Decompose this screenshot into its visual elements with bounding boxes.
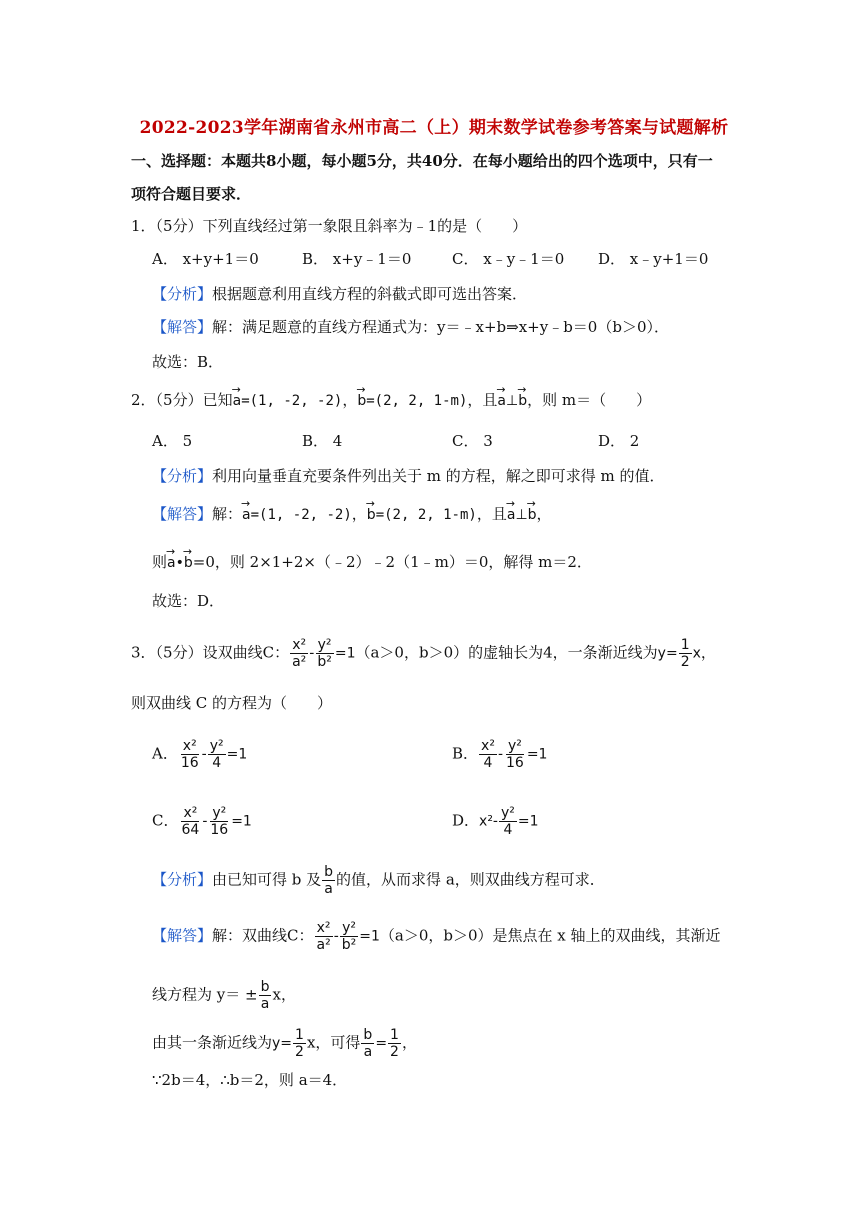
q2-choice: 故选：D．	[152, 592, 225, 610]
q2-analysis: 【分析】利用向量垂直充要条件列出关于 m 的方程，解之即可求得 m 的值．	[152, 467, 665, 485]
section-heading-line2: 项符合题目要求．	[131, 185, 252, 203]
q3-option-c: C． $\frac{\text{x²}}{64}$ - $\frac{\text{y²}}{16}$ =1	[152, 805, 252, 838]
analysis-tag: 【分析】	[152, 285, 213, 303]
q2-option-a: A． 5	[152, 432, 193, 450]
q2-option-b: B． 4	[302, 432, 343, 450]
q1-option-b: B． x+y﹣1＝0	[302, 250, 412, 268]
q3-solution: 【解答】解：双曲线C： $\frac{\text{x²}}{\text{a²}}$ - $\frac{\text{y²}}{\text{b²}}$ =1（a＞0，b＞0）是焦点在 x 轴上的双曲线，其渐近	[152, 920, 721, 953]
q1-option-c: C． x﹣y﹣1＝0	[452, 250, 565, 268]
q1-choice: 故选：B．	[152, 353, 224, 371]
solution-tag: 【解答】	[152, 318, 213, 336]
q3-stem-line2: 则双曲线 C 的方程为（ ）	[131, 694, 333, 712]
q3-option-b: B． $\frac{\text{x²}}{4}$ - $\frac{\text{y²}}{16}$ =1	[452, 738, 548, 771]
vector-b: → b	[357, 390, 366, 412]
q3-option-a: A． $\frac{\text{x²}}{16}$ - $\frac{\text{y²}}{4}$ =1	[152, 738, 248, 771]
q2-option-d: D． 2	[598, 432, 640, 450]
q1-option-d: D． x﹣y+1＝0	[598, 250, 709, 268]
q3-solution-line2: 线方程为 y＝ ± $\frac{b}{a}$ x，	[152, 979, 296, 1012]
q1-stem: 1．（5分）下列直线经过第一象限且斜率为﹣1的是（ ）	[131, 217, 528, 235]
section-heading-line1: 一、选择题：本题共8小题，每小题5分，共40分．在每小题给出的四个选项中，只有一	[131, 152, 713, 170]
q2-stem: 2．（5分）已知→ a=(1, -2, -2)，→ b=(2, 2, 1-m)，且→ a⊥→ b，则 m＝（ ）	[131, 389, 651, 412]
q2-solution-line2: 则→ a•→ b=0，则 2×1+2×（﹣2）﹣2（1﹣m）＝0，解得 m＝2．	[152, 551, 592, 574]
q3-solution-line3: 由其一条渐近线为y= $\frac{1}{2}$ x，可得 $\frac{b}{a}$ = $\frac{1}{2}$ ，	[152, 1027, 417, 1060]
document-title: 2022-2023学年湖南省永州市高二（上）期末数学试卷参考答案与试题解析	[139, 118, 729, 138]
vector-a: → a	[233, 390, 242, 412]
q2-option-c: C． 3	[452, 432, 493, 450]
q2-solution: 【解答】解：→ a=(1, -2, -2)，→ b=(2, 2, 1-m)，且→ a⊥→ b，	[152, 503, 552, 526]
q1-analysis: 【分析】根据题意利用直线方程的斜截式即可选出答案．	[152, 285, 528, 303]
q3-solution-line4: ∵2b＝4，∴b＝2，则 a＝4．	[152, 1071, 348, 1089]
q1-option-a: A． x+y+1＝0	[152, 250, 259, 268]
q1-solution: 【解答】解：满足题意的直线方程通式为：y＝﹣x+b⇒x+y﹣b＝0（b＞0）．	[152, 318, 669, 336]
q3-stem: 3．（5分）设双曲线C： $\frac{\text{x²}}{\text{a²}}$ - $\frac{\text{y²}}{\text{b²}}$ =1（a＞0，b＞0）的虚轴长为4，一条渐近线为y= $\frac{1}{2}$ x，	[131, 637, 716, 670]
q3-analysis: 【分析】由已知可得 b 及 $\frac{b}{a}$ 的值，从而求得 a，则双曲线方程可求．	[152, 864, 605, 897]
q3-option-d: D．x²- $\frac{\text{y²}}{4}$ =1	[452, 805, 539, 838]
